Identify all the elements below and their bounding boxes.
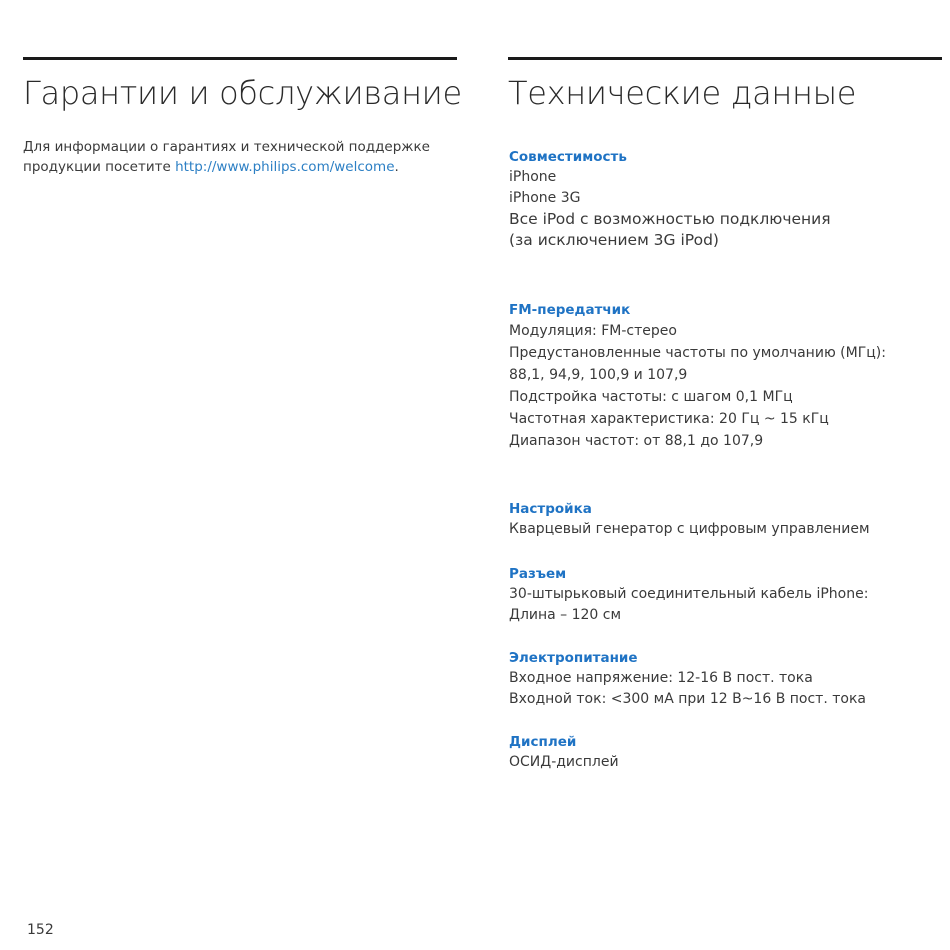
power-section — [509, 648, 929, 710]
warranty-heading: Гарантии и обслуживание — [23, 74, 462, 112]
philips-welcome-link[interactable]: http://www.philips.com/welcome — [175, 159, 395, 175]
warranty-text-body: Для информации о гарантиях и технической поддержке продукции посетите — [23, 139, 430, 175]
warranty-text — [23, 137, 443, 177]
spec-line: ОСИД-дисплей — [509, 754, 619, 770]
section-title: Дисплей — [509, 734, 577, 750]
spec-line: Входной ток: <300 мА при 12 В~16 В пост. тока — [509, 691, 866, 707]
spec-line: 30-штырьковый соединительный кабель iPhone: Длина – 120 см — [509, 586, 869, 623]
spec-line: Диапазон частот: от 88,1 до 107,9 — [509, 433, 764, 449]
spec-line: Частотная характеристика: 20 Гц ~ 15 кГц — [509, 411, 829, 427]
right-column-rule — [508, 57, 942, 60]
section-title: Электропитание — [509, 650, 638, 666]
spec-line: iPhone 3G — [509, 190, 581, 206]
section-title: Совместимость — [509, 149, 627, 165]
compatibility-section — [509, 147, 929, 251]
spec-line: (за исключением 3G iPod) — [509, 231, 719, 249]
connector-section — [509, 564, 904, 626]
display-section — [509, 732, 929, 773]
left-column-rule — [23, 57, 457, 60]
section-title: FM-передатчик — [509, 302, 631, 318]
spec-line: Предустановленные частоты по умолчанию (МГц): 88,1, 94,9, 100,9 и 107,9 — [509, 345, 886, 383]
tuning-section — [509, 499, 929, 540]
warranty-text-end: . — [394, 159, 399, 175]
spec-line: Подстройка частоты: с шагом 0,1 МГц — [509, 389, 793, 405]
spec-line: iPhone — [509, 169, 557, 185]
spec-line: Входное напряжение: 12-16 В пост. тока — [509, 670, 813, 686]
fm-transmitter-section — [509, 300, 904, 452]
page-number: 152 — [27, 922, 54, 938]
spec-line: Все iPod с возможностью подключения — [509, 210, 831, 228]
section-title: Разъем — [509, 566, 567, 582]
specs-heading: Технические данные — [508, 74, 857, 112]
section-title: Настройка — [509, 501, 592, 517]
spec-line: Кварцевый генератор с цифровым управлением — [509, 521, 870, 537]
spec-line: Модуляция: FM-стерео — [509, 323, 677, 339]
